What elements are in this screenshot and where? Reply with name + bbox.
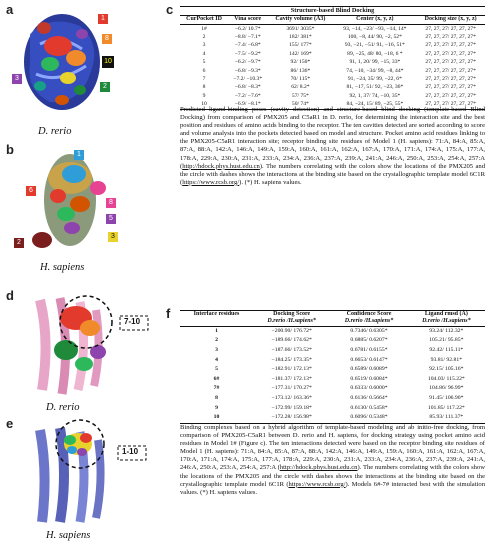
table-cell: −7.2/ −10.3* <box>233 76 263 83</box>
table-cell: 1# <box>201 25 207 32</box>
table-cell: −6.8/ −8.3* <box>234 84 261 91</box>
table-cell: 0.7346/ 0.6305* <box>350 327 388 334</box>
caption-f <box>180 424 485 497</box>
pocket-label-b-3: 3 <box>108 232 118 242</box>
table-row <box>180 365 485 375</box>
panel-letter-f: f <box>166 306 171 321</box>
pocket-label-b-2: 2 <box>14 238 24 248</box>
caption-c-text-mid: ). The numbers correlating with the colors show the locations of the PMX205 and the circle with dashes shows the interactions at the binding site based on the crystallographic template model 6C1R ( <box>180 162 485 186</box>
panel-letter-a: a <box>6 2 14 17</box>
table-cell: 8 <box>215 394 218 401</box>
table-cell: 10 <box>180 100 228 109</box>
table-f-header: Interface residues <box>180 311 253 319</box>
table-cell: 0.6589/ 0.6089* <box>350 366 388 373</box>
table-cell: 2 <box>202 34 206 41</box>
table-cell: 3 <box>215 347 218 353</box>
table-cell: 100, −8, 44/ 90, −2, 52* <box>347 34 402 41</box>
table-cell: 182/ 381* <box>289 34 312 41</box>
table-c-header: Center (x, y, z) <box>333 16 416 24</box>
table-c-header: CurPocket ID <box>180 16 228 24</box>
table-cell: 0.6653/ 0.6147* <box>350 356 388 363</box>
table-cell: 3 <box>202 42 206 49</box>
table-cell: −182.91/ 172.13* <box>271 366 312 373</box>
binding-site-tag-d: 7-10 <box>124 317 141 326</box>
table-cell: −6.2/ −9.7* <box>234 59 261 66</box>
table-cell: 10 <box>180 413 253 423</box>
table-row <box>180 356 485 366</box>
panel-letter-c: c <box>166 2 174 17</box>
table-row <box>180 394 485 404</box>
table-cell: 3691/ 3035* <box>286 25 315 32</box>
table-cell: 89, −25, 48/ 80, −18, 6 * <box>347 50 403 57</box>
rcsb-link-f[interactable]: https://www.rcsb.org/ <box>288 480 346 488</box>
species-label-a: D. rerio <box>38 126 72 137</box>
table-cell: 1 <box>215 327 218 334</box>
pocket-label-3: 3 <box>12 74 22 84</box>
table-row <box>180 67 485 75</box>
table-cell: 9 <box>215 404 218 411</box>
pocket-label-2: 2 <box>100 82 110 92</box>
table-cell: 93, −14, −23/ −93, −14, 14* <box>343 25 407 32</box>
panel-letter-e: e <box>6 416 14 431</box>
table-cell: 62/ 8.2* <box>291 84 310 91</box>
table-c-header: Vina score <box>228 16 267 24</box>
protein-ribbon-pink <box>20 290 150 400</box>
table-cell: 155/ 177* <box>289 42 312 49</box>
table-cell: 0.6519/ 0.6084* <box>350 375 388 382</box>
protein-structure-drerio-cavities <box>10 4 120 124</box>
table-row <box>180 326 485 336</box>
table-c-header: Cavity volume (Å3) <box>267 16 333 24</box>
table-cell: −200.90/ 176.72* <box>271 327 312 334</box>
pocket-label-1: 1 <box>98 14 108 24</box>
table-cell: −6.9/ −8.1* <box>228 100 267 109</box>
table-cell: 27, 27, 27/ 27, 27, 27* <box>425 92 476 99</box>
caption-f-text-mid: ). The numbers correlating with the colors show the locations of the PMX205 and the circle with dashes shows the interactions at the binding site based on the crystallographic template model 6C1R ( <box>180 464 485 488</box>
table-row <box>180 346 485 356</box>
table-cell: 27, 27, 27/ 27, 27, 27* <box>425 50 476 57</box>
table-cell: −187.66/ 173.52* <box>271 347 312 353</box>
table-cell: 92/ 150* <box>290 59 311 66</box>
structure-based-blind-docking-table <box>180 6 485 110</box>
table-f-header: Docking Score <box>253 311 330 319</box>
pocket-label-b-6: 6 <box>26 186 36 196</box>
table-cell: 93.81/ 92.81* <box>430 356 463 363</box>
table-cell: 5 <box>215 366 218 373</box>
table-row <box>180 83 485 91</box>
species-label-e: H. sapiens <box>46 530 91 541</box>
table-cell: 91, −24, 35/ 99, −22, 6* <box>347 76 402 83</box>
table-cell: 27, 27, 27/ 27, 27, 27* <box>425 42 476 49</box>
table-cell: 91.45/ 106.90* <box>429 394 464 401</box>
table-row <box>180 33 485 41</box>
table-row <box>180 50 485 58</box>
table-cell: 5 <box>202 59 206 66</box>
table-cell: 27, 27, 27/ 27, 27, 27* <box>416 100 485 109</box>
table-cell: 50/ 74* <box>267 100 333 109</box>
table-f-header: Confidence Score <box>330 311 407 319</box>
protein-ribbon-blue <box>22 418 152 526</box>
panel-letter-d: d <box>6 288 14 303</box>
docking-complex-drerio <box>20 290 150 400</box>
table-c-title: Structure-based Blind Docking <box>180 7 485 16</box>
species-label-b: H. sapiens <box>40 262 85 273</box>
table-cell: −173.12/ 163.36* <box>271 394 312 401</box>
table-cell: 91, 1, 20/ 99, −15, 33* <box>349 59 401 66</box>
rcsb-link[interactable]: https://www.rcsb.org/ <box>182 178 240 186</box>
table-f-subheader: D.rerio /H.sapiens* <box>253 318 330 326</box>
table-cell: 74, −10, −34/ 99, −8, 44* <box>346 67 404 74</box>
hdock-link[interactable]: http://hdock.phys.hust.edu.cn <box>182 162 260 170</box>
pocket-label-b-1: 1 <box>74 150 84 160</box>
table-cell: 0.6885/ 0.6207* <box>350 337 388 344</box>
table-f-header: Ligand rmsd (Å) <box>408 311 485 319</box>
caption-f-text-end: ). Models 6#-7# interacted best with the simulation values. (*) H. sapiens values. <box>180 480 485 496</box>
table-cell: 7 <box>202 76 206 83</box>
table-cell: 93.24/ 112.32* <box>429 327 464 334</box>
table-cell: 4 <box>215 356 218 363</box>
table-cell: 0.6781/ 0.6155* <box>350 347 388 353</box>
table-row <box>180 92 485 100</box>
table-cell: 8 <box>202 84 206 91</box>
table-cell: 7# <box>213 385 220 392</box>
table-f-subheader: D.rerio /H.sapiens* <box>330 318 407 326</box>
table-cell: 86/ 136* <box>290 67 311 74</box>
caption-c <box>180 106 485 187</box>
table-cell: 93, −21, −51/ 91, −16, 51* <box>344 42 405 49</box>
table-cell: 70/ 115* <box>290 76 311 83</box>
table-cell: −172.99/ 159.18* <box>271 404 312 411</box>
table-cell: −172.28/ 156.98* <box>253 413 330 423</box>
table-row <box>180 413 485 423</box>
binding-site-tag-e: 1-10 <box>122 447 139 456</box>
table-cell: 101.85/ 117.22* <box>427 404 465 411</box>
table-cell: 27, 27, 27/ 27, 27, 27* <box>425 59 476 66</box>
table-cell: 0.6333/ 0.6000* <box>350 385 388 392</box>
table-f-subheader <box>180 318 253 326</box>
caption-c-text-end: ). (*) H. sapiens values. <box>239 178 302 186</box>
table-row <box>180 336 485 346</box>
table-row <box>180 375 485 385</box>
table-cell: 9 <box>202 92 206 99</box>
table-c-header: Docking size (x, y, z) <box>416 16 485 24</box>
table-cell: 27, 27, 27/ 27, 27, 27* <box>425 76 476 83</box>
table-cell: 105.21/ 95.85* <box>429 337 464 344</box>
table-cell: 2 <box>215 337 218 344</box>
table-cell: 6 <box>202 67 206 74</box>
docking-complex-hsapiens <box>22 418 152 526</box>
pocket-label-b-8: 8 <box>106 198 116 208</box>
panel-letter-b: b <box>6 142 14 157</box>
table-cell: 4 <box>202 50 206 57</box>
table-cell: 27, 27, 27/ 27, 27, 27* <box>425 34 476 41</box>
table-cell: 27, 27, 27/ 27, 27, 27* <box>425 84 476 91</box>
table-f-subheader: D.rerio /H.sapiens* <box>408 318 485 326</box>
table-cell: −6.8/ −9.3* <box>234 67 261 74</box>
table-cell: 92.42/ 115.11* <box>429 347 464 353</box>
table-cell: −7.2/ −7.6* <box>234 92 261 99</box>
table-cell: 92.15/ 105.16* <box>429 366 464 373</box>
table-cell: 57/ 75* <box>291 92 309 99</box>
table-cell: 81, −17, 51/ 92, −23, 36* <box>346 84 404 91</box>
caption-f-text: Binding complexes based on a hybrid algorithm of template-based modeling and ab initio-free docking, from comparison of PMX205-C5aR1 between D. rerio and H. sapiens, for docking strategy using pocket amino acid residues in Model 1# (Figure c). The ten interactions detected were based on the receptor binding site residues of Model 1 (H. sapiens): 71:A, 84:A, 85:A, 87:A, 88:A, 142:A, 146:A, 149:A, 159:A, 160:A, 161:A, 162:A, 167:A, 170:A, 171:A, 174:A, 175:A, 177:A, 178:A, 229:A, 230:A, 231:A, 233:A, 234:A, 236:A, 237:A, 239:A, 241:A, 246:A, 250:A, 253:A, 254:A, 257:A ( <box>180 424 485 472</box>
table-cell: 104.86/ 96.99* <box>429 385 464 392</box>
table-cell: −7.4/ −6.8* <box>234 42 261 49</box>
table-cell: 0.6096/ 0.5348* <box>330 413 407 423</box>
table-cell: −7.5/ −9.2* <box>234 50 261 57</box>
hybrid-docking-table <box>180 310 485 424</box>
hdock-link-f[interactable]: http://hdock.phys.hust.edu.cn <box>279 464 358 472</box>
table-cell: 104.03/ 115.22* <box>427 375 465 382</box>
pocket-label-10: 10 <box>102 56 114 68</box>
table-row <box>180 384 485 394</box>
table-cell: −8.8/ −7.1* <box>234 34 261 41</box>
table-cell: −184.25/ 173.35* <box>271 356 312 363</box>
table-cell: −6.2/ 10.7* <box>234 25 261 32</box>
table-cell: 27, 27, 27/ 27, 27, 27* <box>425 25 476 32</box>
table-cell: −181.37/ 172.13* <box>271 375 312 382</box>
table-cell: 142/ 169* <box>289 50 312 57</box>
table-cell: 85.93/ 111.37* <box>408 413 485 423</box>
table-row <box>180 75 485 83</box>
table-cell: 6# <box>213 375 220 382</box>
table-row <box>180 24 485 33</box>
table-cell: 0.6130/ 0.5458* <box>350 404 388 411</box>
table-cell: −177.31/ 170.27* <box>271 385 312 392</box>
table-row <box>180 41 485 49</box>
table-row <box>180 58 485 66</box>
caption-c-text: Predicted ligand-binding poses (cavity detection) and structure-based blind docking (template-based Blind Docking) from comparison of PMX205 and C5aR1 in D. rerio, for determining the interaction site and the best position and residues of amino acids binding to the receptor. The ten cavities detected are sorted according to score and volume analysis into the pockets detected based on model and structure. Pocket amino acid residues linking to the PMX205-C5aR1 interaction site; receptor binding site residues of Model 1 (H. sapiens): 71:A, 84:A, 85:A, 87:A, 88:A, 142:A, 146:A, 149:A, 159:A, 160:A, 161:A, 162:A, 167:A, 170:A, 171:A, 174:A, 175:A, 177:A, 178:A, 229:A, 230:A, 231:A, 233:A, 234:A, 236:A, 237:A, 239:A, 241:A, 246:A, 250:A, 253:A, 254:A, 257:A ( <box>180 106 485 170</box>
pocket-label-b-5: 5 <box>106 214 116 224</box>
table-cell: 92, 1, 37/ 74, −10, 35* <box>349 92 401 99</box>
table-cell: 0.6136/ 0.5664* <box>350 394 388 401</box>
species-label-d: D. rerio <box>46 402 80 413</box>
table-cell: −189.66/ 174.62* <box>271 337 312 344</box>
table-row <box>180 404 485 414</box>
protein-structure-hsapiens-cavities <box>14 148 126 258</box>
table-cell: 27, 27, 27/ 27, 27, 27* <box>425 67 476 74</box>
table-cell: 84, −24, 15/ 89, −25, 55* <box>333 100 416 109</box>
pocket-label-8: 8 <box>102 34 112 44</box>
